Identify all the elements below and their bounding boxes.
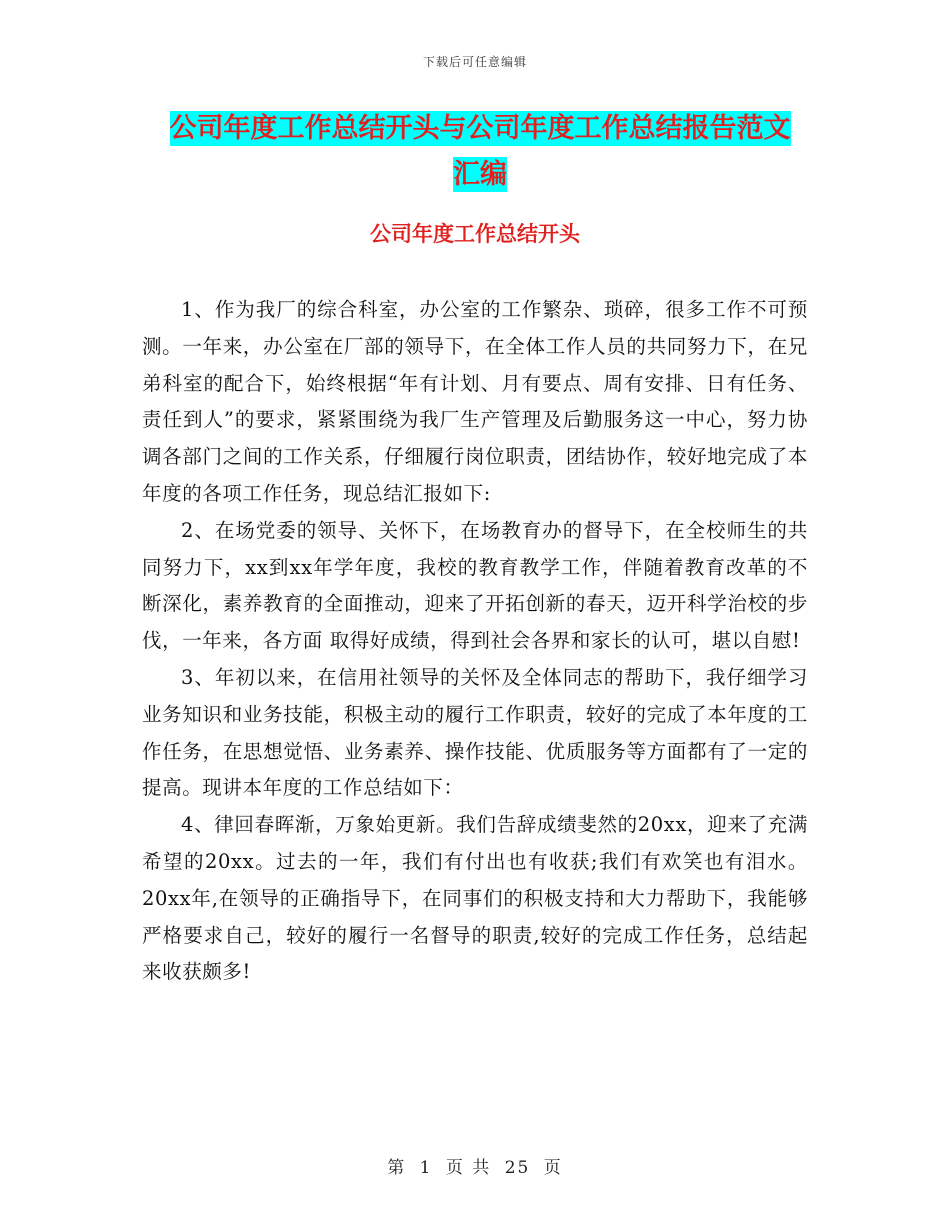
paragraph-4: 4、律回春晖渐，万象始更新。我们告辞成绩斐然的20xx，迎来了充满希望的20xx。过去的一年，我们有付出也有收获;我们有欢笑也有泪水。20xx年,在领导的正确指导下，在同事们的积极支持和大力帮助下，我能够严格要求自己，较好的履行一名督导的职责,较好的完成工作任务，总结起来收获颇多!: [142, 813, 808, 984]
paragraph-1: 1、作为我厂的综合科室，办公室的工作繁杂、琐碎，很多工作不可预测。一年来，办公室在厂部的领导下，在全体工作人员的共同努力下，在兄弟科室的配合下，始终根据“年有计划、月有要点、周有安排、日有任务、责任到人”的要求，紧紧围绕为我厂生产管理及后勤服务这一中心，努力协调各部门之间的工作关系，仔细履行岗位职责，团结协作，较好地完成了本年度的各项工作任务，现总结汇报如下:: [142, 298, 808, 505]
section-title: 公司年度工作总结开头: [370, 222, 580, 246]
document-title: [140, 106, 820, 198]
footer-prefix: 第: [387, 1158, 407, 1178]
footer-page-number: 1: [419, 1158, 433, 1178]
document-title-line2: 汇编: [453, 159, 507, 190]
page-footer: [0, 1153, 950, 1178]
footer-suffix: 页: [543, 1158, 563, 1178]
paragraph-3: 3、年初以来，在信用社领导的关怀及全体同志的帮助下，我仔细学习业务知识和业务技能，积极主动的履行工作职责，较好的完成了本年度的工作任务，在思想觉悟、业务素养、操作技能、优质服务等方面都有了一定的提高。现讲本年度的工作总结如下：: [142, 665, 808, 800]
header-note: 下载后可任意编辑: [422, 55, 527, 69]
footer-middle: 页 共: [445, 1158, 492, 1178]
body-text: [142, 292, 808, 991]
footer-total-pages: 25: [504, 1158, 531, 1178]
paragraph-2: 2、在场党委的领导、关怀下，在场教育办的督导下，在全校师生的共同努力下，xx到xx年学年度，我校的教育教学工作，伴随着教育改革的不断深化，素养教育的全面推动，迎来了开拓创新的春天，迈开科学治校的步伐，一年来，各方面 取得好成绩，得到社会各界和家长的认可，堪以自慰!: [142, 518, 808, 653]
document-title-line1: 公司年度工作总结开头与公司年度工作总结报告范文: [169, 113, 791, 144]
